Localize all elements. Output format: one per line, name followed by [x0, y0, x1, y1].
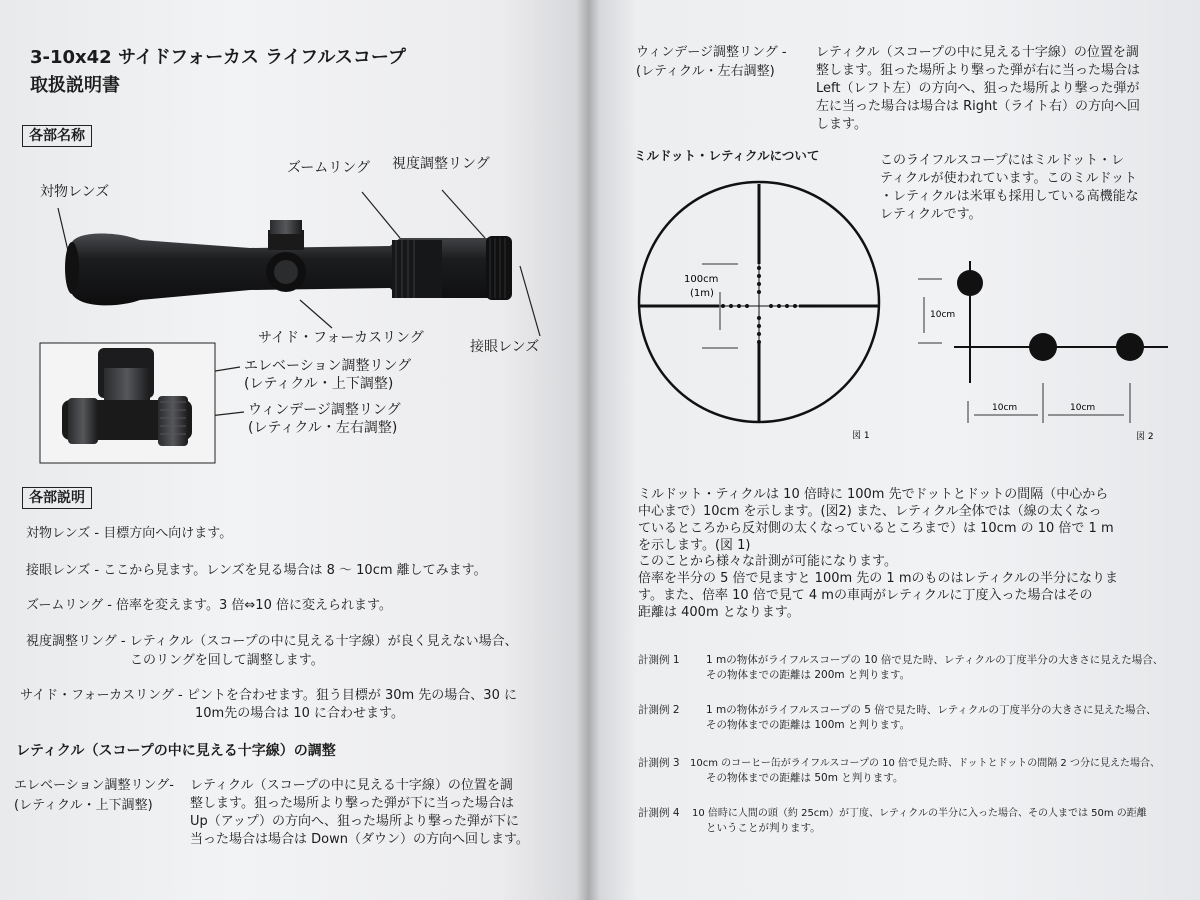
- figure-2-caption: 図 2: [1136, 432, 1154, 442]
- title-line-2: 取扱説明書: [30, 75, 120, 96]
- example-4-line-2: ということが判ります。: [706, 822, 821, 834]
- label-windage-1: ウィンデージ調整リング: [248, 402, 401, 418]
- desc-focus-2: 10m先の場合は 10 に合わせます。: [195, 706, 404, 721]
- fig2-dot-center: [1029, 333, 1057, 361]
- book-gutter: [576, 0, 600, 900]
- reticle-measure-label-2: (1m): [690, 288, 714, 299]
- label-side-focus-ring: サイド・フォーカスリング: [258, 330, 424, 346]
- windage-text-5: します。: [816, 117, 867, 132]
- example-1-label: 計測例 1: [638, 654, 680, 666]
- example-2-line-2: その物体までの距離は 100m と判ります。: [706, 719, 911, 731]
- desc-diopter-2: このリングを回して調整します。: [130, 653, 324, 668]
- windage-label-2: (レティクル・左右調整): [636, 64, 775, 79]
- example-4-label: 計測例 4: [638, 807, 680, 819]
- elevation-label-1: エレベーション調整リング-: [14, 778, 174, 793]
- label-windage-2: (レティクル・左右調整): [248, 420, 398, 436]
- body-line-5: このことから様々な計測が可能になります。: [638, 554, 897, 569]
- windage-text-2: 整します。狙った場所より撃った弾が右に当った場合は: [816, 63, 1140, 78]
- desc-zoom: ズームリング - 倍率を変えます。3 倍⇔10 倍に変えられます。: [26, 598, 392, 613]
- mildot-intro-3: ・レティクルは米軍も採用している高機能な: [880, 189, 1139, 204]
- fig2-dot-top: [957, 270, 983, 296]
- elevation-text-3: Up（アップ）の方向へ、狙った場所より撃った弾が下に: [190, 814, 519, 829]
- label-elevation-1: エレベーション調整リング: [244, 358, 412, 374]
- desc-heading: 各部説明: [22, 487, 92, 509]
- example-2-line-1: 1 mの物体がライフルスコープの 5 倍で見た時、レティクルの丁度半分の大きさに見えた場合、: [706, 704, 1157, 716]
- windage-text-3: Left（レフト左）の方向へ、狙った場所より撃った弾が: [816, 81, 1140, 96]
- windage-text-4: 左に当った場合は場合は Right（ライト右）の方向へ回: [816, 99, 1140, 114]
- elevation-text-4: 当った場合は場合は Down（ダウン）の方向へ回します。: [190, 832, 529, 847]
- body-line-8: 距離は 400m となります。: [638, 605, 800, 620]
- body-line-3: ているところから反対側の太くなっているところまで）は 10cm の 10 倍で 1 m: [638, 521, 1114, 536]
- desc-eyepiece: 接眼レンズ - ここから見ます。レンズを見る場合は 8 ～ 10cm 離してみます。: [26, 563, 487, 578]
- label-zoom-ring: ズームリング: [287, 160, 371, 176]
- example-4-line-1: 10 倍時に人間の頭（約 25cm）が丁度、レティクルの半分に入った場合、その人までは 50m の距離: [692, 808, 1147, 819]
- reticle-measure-label-1: 100cm: [684, 274, 719, 285]
- example-3-label: 計測例 3: [638, 757, 680, 769]
- label-objective: 対物レンズ: [40, 184, 110, 200]
- mildot-intro-4: レティクルです。: [880, 207, 982, 222]
- example-1-line-1: 1 mの物体がライフルスコープの 10 倍で見た時、レティクルの丁度半分の大きさに見えた場合、: [706, 654, 1164, 666]
- label-eyepiece: 接眼レンズ: [470, 339, 540, 355]
- desc-diopter-1: 視度調整リング - レティクル（スコープの中に見える十字線）が良く見えない場合、: [26, 634, 518, 649]
- label-elevation-2: (レティクル・上下調整): [244, 376, 394, 392]
- fig2-vertical-label: 10cm: [930, 310, 956, 320]
- label-diopter-ring: 視度調整リング: [392, 156, 490, 172]
- elevation-label-2: (レティクル・上下調整): [14, 798, 153, 813]
- fig2-dot-right: [1116, 333, 1144, 361]
- desc-objective: 対物レンズ - 目標方向へ向けます。: [26, 526, 233, 541]
- scope-illustration: [0, 180, 588, 470]
- example-3-line-2: その物体までの距離は 50m と判ります。: [706, 772, 904, 784]
- windage-text-1: レティクル（スコープの中に見える十字線）の位置を調: [816, 45, 1139, 60]
- body-line-2: 中心まで）10cm を示します。(図2) また、レティクル全体では（線の太くなっ: [638, 504, 1102, 519]
- body-line-7: す。また、倍率 10 倍で見て 4 mの車両がレティクルに丁度入った場合はその: [638, 588, 1093, 603]
- example-2-label: 計測例 2: [638, 704, 680, 716]
- example-3-line-1: 10cm のコーヒー缶がライフルスコープの 10 倍で見た時、ドットとドットの間隔 2 つ分に見えた場合、: [690, 758, 1160, 769]
- fig2-h-label-2: 10cm: [1070, 403, 1096, 413]
- elevation-text-2: 整します。狙った場所より撃った弾が下に当った場合は: [190, 796, 514, 811]
- parts-heading: 各部名称: [22, 125, 92, 147]
- example-1-line-2: その物体までの距離は 200m と判ります。: [706, 669, 911, 681]
- windage-label-1: ウィンデージ調整リング -: [636, 45, 787, 60]
- mildot-intro-1: このライフルスコープにはミルドット・レ: [880, 153, 1125, 168]
- body-line-6: 倍率を半分の 5 倍で見ますと 100m 先の 1 mのものはレティクルの半分になりま: [638, 571, 1119, 586]
- desc-focus-1: サイド・フォーカスリング - ピントを合わせます。狙う目標が 30m 先の場合、30 に: [20, 688, 517, 703]
- mildot-intro-2: ティクルが使われています。このミルドット: [880, 171, 1138, 186]
- figure-1-reticle: [628, 180, 888, 445]
- body-line-4: を示します。(図 1): [638, 538, 751, 553]
- left-page: [0, 0, 588, 900]
- right-page: [588, 0, 1200, 900]
- figure-1-caption: 図 1: [852, 431, 870, 441]
- figure-2-dot-spacing: [906, 255, 1168, 445]
- title-line-1: 3-10x42 サイドフォーカス ライフルスコープ: [30, 47, 406, 68]
- fig2-h-label-1: 10cm: [992, 403, 1018, 413]
- elevation-text-1: レティクル（スコープの中に見える十字線）の位置を調: [190, 778, 513, 793]
- reticle-adjust-heading: レティクル（スコープの中に見える十字線）の調整: [16, 743, 336, 759]
- mildot-heading: ミルドット・レティクルについて: [634, 148, 820, 163]
- body-line-1: ミルドット・ティクルは 10 倍時に 100m 先でドットとドットの間隔（中心から: [638, 487, 1109, 502]
